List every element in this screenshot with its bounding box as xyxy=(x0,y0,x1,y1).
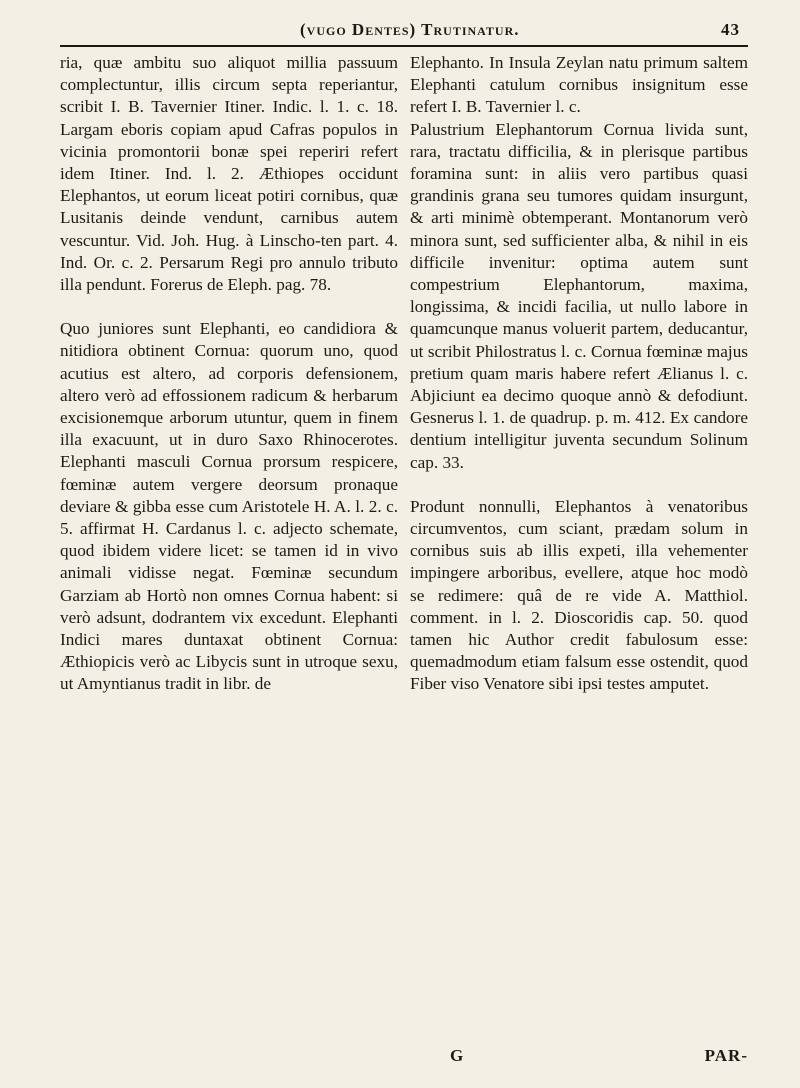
running-header xyxy=(300,20,740,40)
right-column xyxy=(410,52,748,696)
running-title: (vugo Dentes) Trutinatur. xyxy=(300,20,520,39)
paragraph: ria, quæ ambitu suo aliquot millia passuum complectuntur, illis circum septa reperiantur, scribit I. B. Tavernier Itiner. Indic. l. 1. c. 18. Largam eboris copiam apud Cafras populos in vicinia promontorii bonæ spei reperiri refert idem Itiner. Ind. l. 2. Æthiopes occidunt Elephantos, ut eorum liceat potiri cornibus, quæ Lusitanis deinde vendunt, carnibus autem vescuntur. Vid. Joh. Hug. à Linscho-ten part. 4. Ind. Or. c. 2. Persarum Regi pro annulo tributo illa pendunt. Forerus de Eleph. pag. 78. xyxy=(60,53,398,295)
left-column xyxy=(60,52,398,696)
page-number: 43 xyxy=(721,20,740,39)
header-rule xyxy=(60,45,748,47)
signature-mark: G xyxy=(450,1046,464,1065)
paragraph: Quo juniores sunt Elephanti, eo candidiora & nitidiora obtinent Cornua: quorum uno, quod acutius est altero, ad corporis defensionem, altero verò ad effossionem radicum & herbarum excisionemque arborum utuntur, quem in finem illa exacuunt, ut in duro Saxo Rhinocerotes. Elephanti masculi Cornua prorsum respicere, fœminæ autem vergere deorsum pronaque deviare & gibba esse cum Aristotele H. A. l. 2. c. 5. affirmat H. Cardanus l. c. adjecto schemate, quod ibidem videre licet: se tamen id in vivo animali vidisse negat. Fœminæ secundum Garziam ab Hortò non omnes Cornua habent: si verò adsunt, dodrantem vix excedunt. Elephanti Indici mares duntaxat obtinent Cornua: Æthiopicis verò ac Libycis sunt in utroque sexu, ut Amyntianus tradit in libr. de xyxy=(60,319,398,694)
paragraph: Palustrium Elephantorum Cornua livida sunt, rara, tractatu difficilia, & in plerisque partibus foramina sunt: in aliis vero partibus quasi grandinis grana seu tumores quidam insurgunt, & arti minimè obtemperant. Montanorum verò minora sunt, sed sufficienter alba, & nihil in eis difficile invenitur: optima autem sunt compestrium Elephantorum, maxima, longissima, & incidi facilia, ut nullo labore in quamcunque manus voluerit partem, deducantur, ut scribit Philostratus l. c. Cornua fœminæ majus pretium quam maris habere refert Ælianus l. c. Abjiciunt ea decimo quoque annò & defodiunt. Gesnerus l. 1. de quadrup. p. m. 412. Ex candore dentium intelligitur juventa secundum Solinum cap. 33. xyxy=(410,119,748,472)
paragraph: Produnt nonnulli, Elephantos à venatoribus circumventos, cum sciant, prædam solum in cornibus suis ab illis expeti, illa vehementer impingere arboribus, evellere, atque hoc modò se redimere: quâ de re vide A. Matthiol. comment. in l. 2. Dioscoridis cap. 50. quod tamen hic Author credit fabulosum esse: quemadmodum etiam falsum esse ostendit, quod Fiber viso Venatore sibi ipsi testes amputet. xyxy=(410,496,748,694)
catchword: PAR- xyxy=(704,1046,748,1065)
paragraph: Elephanto. In Insula Zeylan natu primum saltem Elephanti catulum cornibus insignitum esse refert I. B. Tavernier l. c. xyxy=(410,53,748,117)
